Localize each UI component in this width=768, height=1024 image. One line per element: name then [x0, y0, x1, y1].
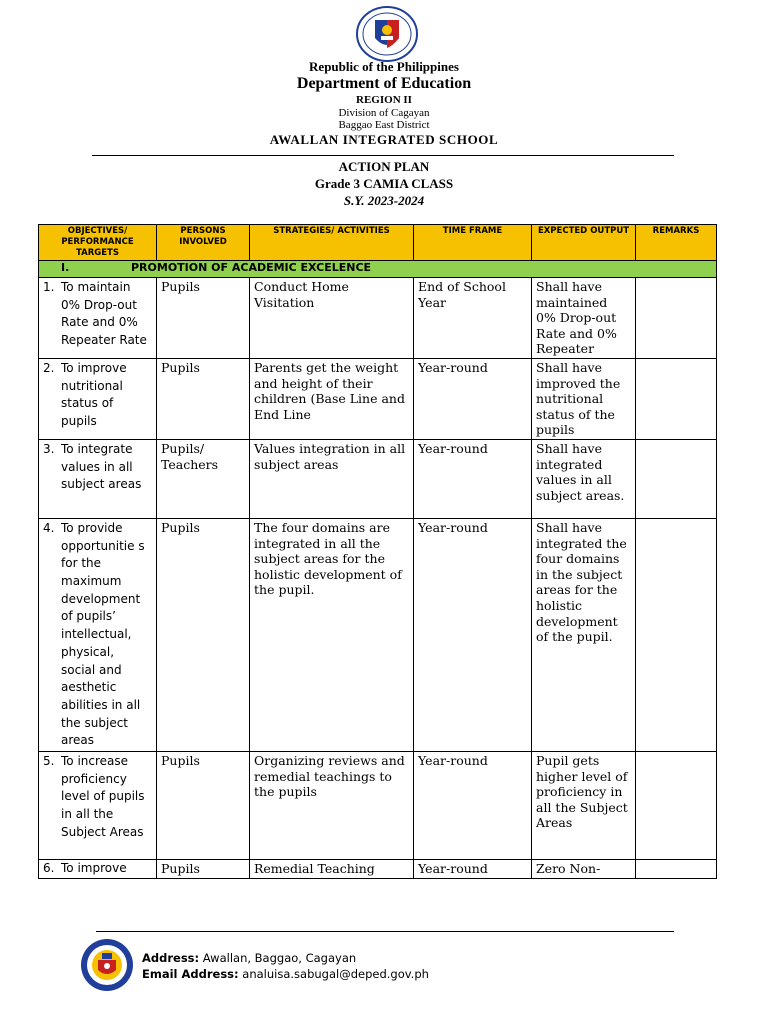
remarks-cell: [636, 752, 717, 860]
class-title: Grade 3 CAMIA CLASS: [314, 176, 454, 191]
header-divider: [92, 155, 674, 156]
table-row: [39, 439, 717, 518]
department-line: Department of Education: [296, 74, 472, 92]
time-frame-cell: Year-round: [414, 518, 532, 751]
remarks-cell: [636, 358, 717, 439]
table-row: [39, 860, 717, 879]
deped-seal-icon: [353, 6, 421, 62]
remarks-cell: [636, 860, 717, 879]
section-title: PROMOTION OF ACADEMIC EXCELENCE: [131, 261, 372, 274]
action-plan-table: [38, 224, 717, 879]
time-frame-cell: Year-round: [414, 358, 532, 439]
header-strategies: STRATEGIES/ ACTIVITIES: [250, 225, 414, 261]
division-line: Division of Cagayan: [338, 106, 430, 119]
address-value: Awallan, Baggao, Cagayan: [202, 951, 357, 965]
persons-cell: Pupils: [157, 358, 250, 439]
strategies-cell: Conduct Home Visitation: [250, 278, 414, 359]
region-line: REGION II: [356, 94, 412, 107]
strategies-cell: Remedial Teaching: [250, 860, 414, 879]
objective-number: 1.: [43, 280, 55, 294]
table-row: [39, 518, 717, 751]
remarks-cell: [636, 518, 717, 751]
objective-cell: [39, 278, 157, 359]
time-frame-cell: Year-round: [414, 860, 532, 879]
table-header-row: [39, 225, 717, 261]
objective-number: 4.: [43, 520, 55, 535]
expected-output-cell: Zero Non-: [532, 860, 636, 879]
document-titles: [0, 158, 768, 209]
objective-cell: [39, 358, 157, 439]
persons-cell: Pupils: [157, 278, 250, 359]
objective-number: 6.: [43, 861, 55, 876]
strategies-cell: Values integration in all subject areas: [250, 439, 414, 518]
school-year: S.Y. 2023-2024: [343, 193, 425, 208]
objective-text: To maintain 0% Drop-out Rate and 0% Repeater Rate: [61, 280, 147, 348]
time-frame-cell: Year-round: [414, 439, 532, 518]
address-label: Address:: [142, 951, 200, 965]
letterhead: [0, 60, 768, 147]
objective-text: To improve nutritional status of pupils: [61, 360, 127, 429]
expected-output-cell: Shall have integrated the four domains in the subject areas for the holistic development of the pupil.: [532, 518, 636, 751]
expected-output-cell: Shall have maintained 0% Drop-out Rate and 0% Repeater: [532, 278, 636, 359]
header-persons: PERSONS INVOLVED: [157, 225, 250, 261]
email-value: analuisa.sabugal@deped.gov.ph: [242, 967, 429, 981]
objective-number: 5.: [43, 754, 55, 769]
expected-output-cell: Shall have improved the nutritional status of the pupils: [532, 358, 636, 439]
header-objectives: OBJECTIVES/ PERFORMANCE TARGETS: [39, 225, 157, 261]
email-line: [142, 966, 429, 982]
objective-cell: [39, 439, 157, 518]
objective-number: 3.: [43, 441, 55, 456]
address-line: [142, 950, 429, 966]
persons-cell: Pupils: [157, 860, 250, 879]
expected-output-cell: Pupil gets higher level of proficiency in all the Subject Areas: [532, 752, 636, 860]
school-seal-icon: [80, 938, 134, 992]
strategies-cell: The four domains are integrated in all the subject areas for the holistic development of the pupil.: [250, 518, 414, 751]
school-name: AWALLAN INTEGRATED SCHOOL: [269, 132, 499, 148]
header-remarks: REMARKS: [636, 225, 717, 261]
district-line: Baggao East District: [338, 118, 430, 131]
persons-cell: Pupils: [157, 518, 250, 751]
republic-line: Republic of the Philippines: [309, 59, 459, 74]
table-row: [39, 358, 717, 439]
email-label: Email Address:: [142, 967, 239, 981]
section-number: I.: [61, 261, 70, 274]
header-time-frame: TIME FRAME: [414, 225, 532, 261]
objective-cell: [39, 518, 157, 751]
strategies-cell: Organizing reviews and remedial teachings to the pupils: [250, 752, 414, 860]
header-expected-output: EXPECTED OUTPUT: [532, 225, 636, 261]
objective-cell: [39, 752, 157, 860]
footer-divider: [96, 931, 674, 932]
section-row: [39, 261, 717, 278]
remarks-cell: [636, 278, 717, 359]
objective-text: To provide opportunitie s for the maximum development of pupils’ intellectual, physical, social and aesthetic abilities in all the subject areas: [61, 520, 145, 748]
time-frame-cell: Year-round: [414, 752, 532, 860]
objective-text: To improve: [61, 861, 127, 876]
expected-output-cell: Shall have integrated values in all subject areas.: [532, 439, 636, 518]
table-row: [39, 752, 717, 860]
contact-footer: [142, 950, 429, 982]
objective-cell: [39, 860, 157, 879]
strategies-cell: Parents get the weight and height of their children (Base Line and End Line: [250, 358, 414, 439]
persons-cell: Pupils: [157, 752, 250, 860]
objective-text: To integrate values in all subject areas: [61, 441, 142, 492]
objective-text: To increase proficiency level of pupils in all the Subject Areas: [61, 754, 145, 839]
objective-number: 2.: [43, 360, 55, 375]
table-row: [39, 278, 717, 359]
section-heading: [39, 261, 717, 278]
remarks-cell: [636, 439, 717, 518]
time-frame-cell: End of School Year: [414, 278, 532, 359]
persons-cell: Pupils/ Teachers: [157, 439, 250, 518]
plan-title: ACTION PLAN: [338, 159, 430, 174]
